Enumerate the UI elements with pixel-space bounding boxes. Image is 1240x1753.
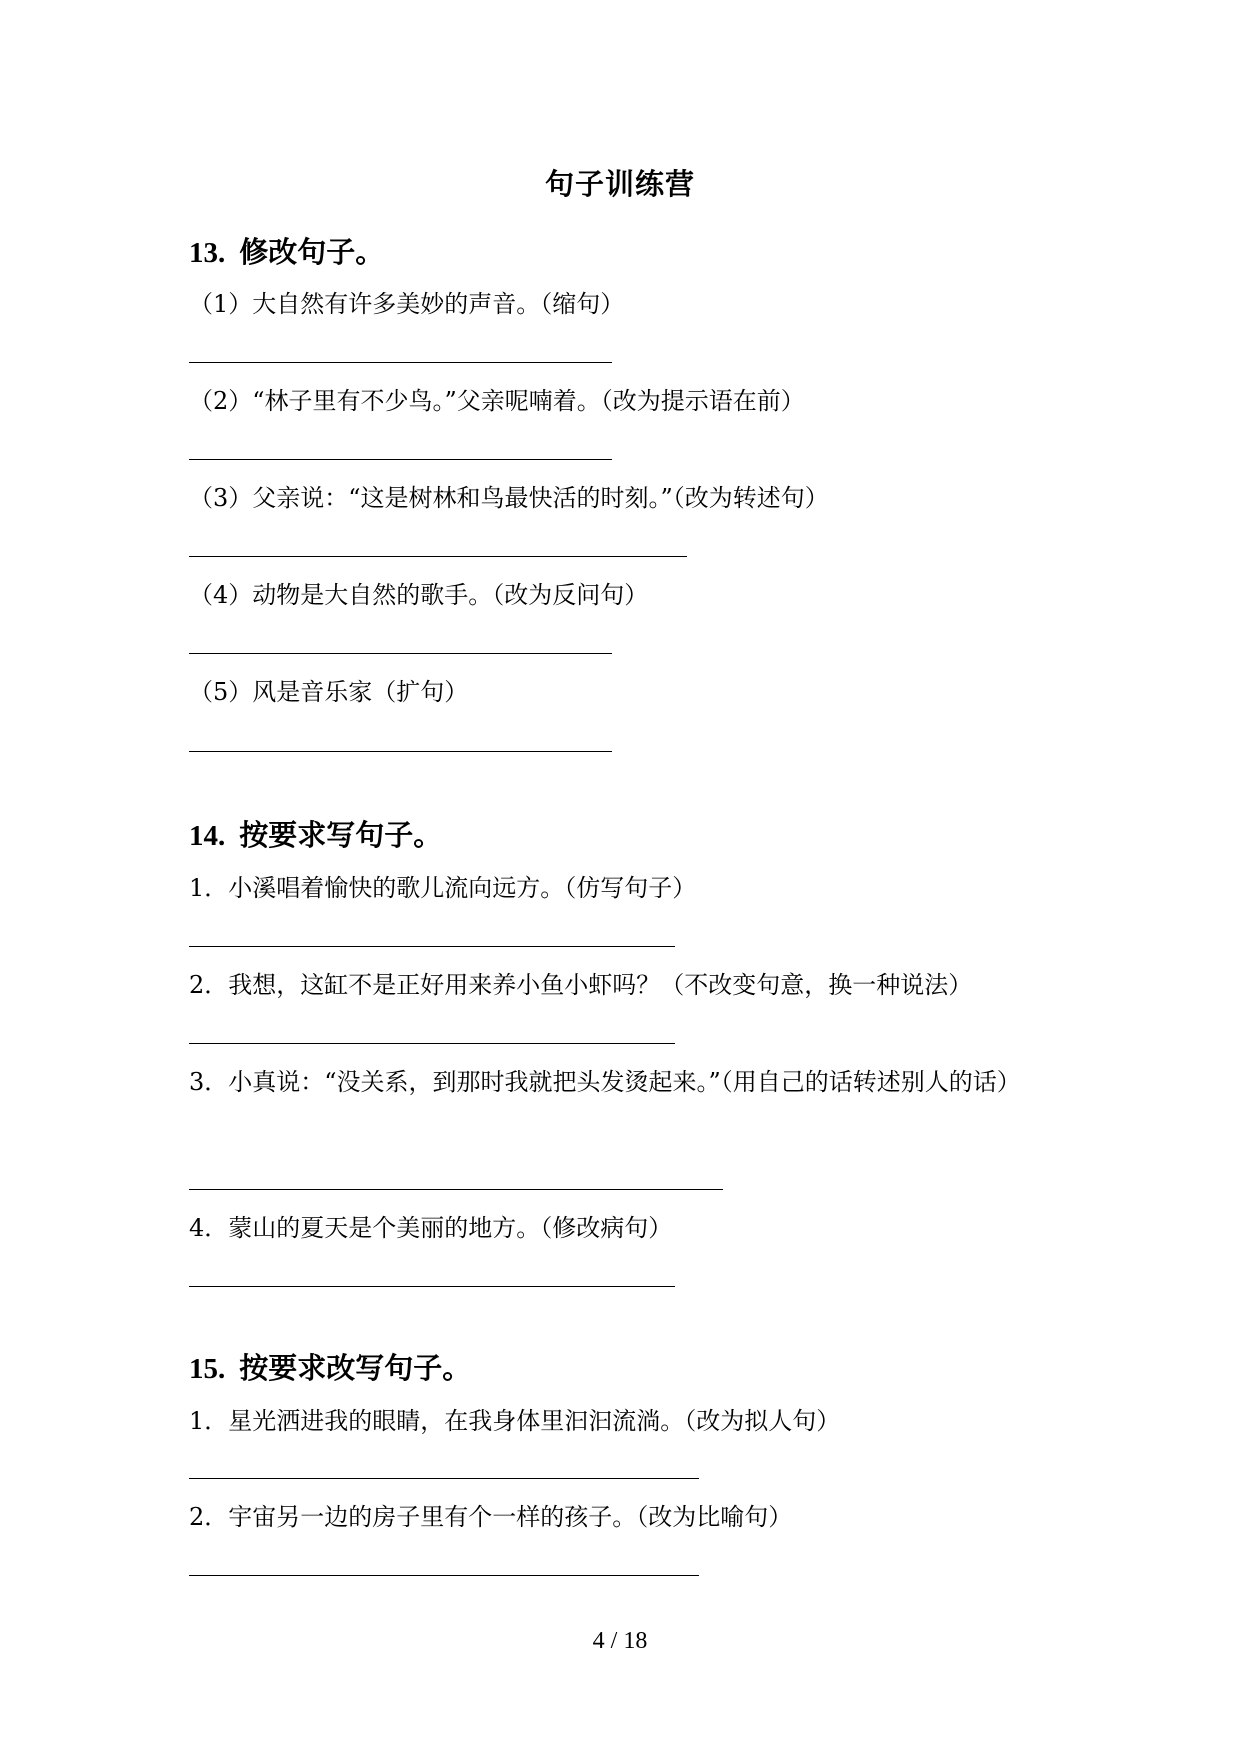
section-title: 修改句子。 [239, 235, 385, 269]
question-13-5: （5）风是音乐家（扩句） [189, 678, 469, 706]
answer-line[interactable] [189, 653, 612, 654]
page-title: 句子训练营 [544, 167, 695, 201]
section-number: 14. [189, 820, 226, 852]
answer-line[interactable] [189, 1189, 723, 1190]
section-title: 按要求改写句子。 [239, 1351, 472, 1385]
answer-line[interactable] [189, 1286, 675, 1287]
question-14-3: 3．小真说：“没关系，到那时我就把头发烫起来。”（用自己的话转述别人的话） [189, 1068, 1021, 1096]
section-heading-13 [189, 230, 384, 271]
question-15-2: 2．宇宙另一边的房子里有个一样的孩子。（改为比喻句） [189, 1503, 793, 1531]
section-heading-14 [189, 813, 442, 854]
section-heading-15 [189, 1346, 471, 1387]
question-14-1: 1．小溪唱着愉快的歌儿流向远方。（仿写句子） [189, 874, 697, 902]
section-number: 13. [189, 237, 226, 269]
answer-line[interactable] [189, 362, 612, 363]
question-14-2: 2．我想，这缸不是正好用来养小鱼小虾吗？（不改变句意，换一种说法） [189, 971, 973, 999]
answer-line[interactable] [189, 1478, 699, 1479]
answer-line[interactable] [189, 946, 675, 947]
section-title: 按要求写句子。 [239, 818, 443, 852]
question-13-3: （3）父亲说：“这是树林和鸟最快活的时刻。”（改为转述句） [189, 484, 829, 512]
question-13-1: （1）大自然有许多美妙的声音。（缩句） [189, 290, 625, 318]
question-13-4: （4）动物是大自然的歌手。（改为反问句） [189, 581, 649, 609]
answer-line[interactable] [189, 556, 687, 557]
question-14-4: 4．蒙山的夏天是个美丽的地方。（修改病句） [189, 1214, 673, 1242]
question-15-1: 1．星光洒进我的眼睛，在我身体里汩汩流淌。（改为拟人句） [189, 1407, 841, 1435]
answer-line[interactable] [189, 1575, 699, 1576]
section-number: 15. [189, 1353, 226, 1385]
answer-line[interactable] [189, 1043, 675, 1044]
answer-line[interactable] [189, 751, 612, 752]
page-number: 4 / 18 [592, 1628, 648, 1654]
question-13-2: （2）“林子里有不少鸟。”父亲呢喃着。（改为提示语在前） [189, 387, 805, 415]
answer-line[interactable] [189, 459, 612, 460]
